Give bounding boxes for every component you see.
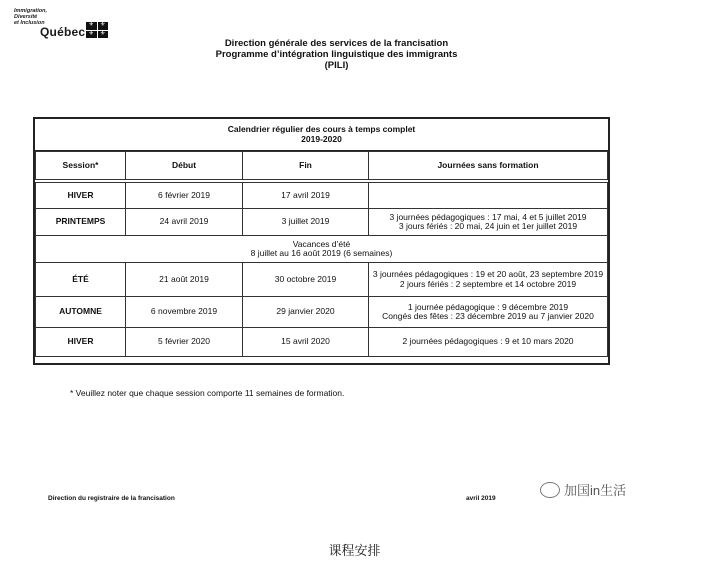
logo-line-2: Diversité [14, 14, 38, 20]
journees-cell: 2 journées pédagogiques : 9 et 10 mars 2020 [369, 328, 608, 357]
image-caption: 课程安排 [328, 543, 381, 558]
col-header-debut: Début [126, 152, 243, 180]
session-cell: PRINTEMPS [36, 209, 126, 236]
header-line-3: (PILI) [324, 60, 349, 71]
logo-line-3: et Inclusion [14, 20, 45, 26]
col-header-session: Session* [36, 152, 126, 180]
debut-cell: 5 février 2020 [126, 328, 243, 357]
table-title-line-2: 2019-2020 [301, 134, 342, 144]
table-row [36, 263, 608, 297]
watermark [540, 480, 626, 499]
table-title-line-1: Calendrier régulier des cours à temps complet [227, 124, 416, 134]
vacances-cell [36, 236, 608, 263]
fin-cell: 15 avril 2020 [243, 328, 369, 357]
wechat-icon [540, 482, 560, 498]
header-line-1: Direction générale des services de la francisation [224, 38, 449, 49]
calendar-table-box [33, 117, 610, 365]
vacances-row [36, 236, 608, 263]
fin-cell: 29 janvier 2020 [243, 297, 369, 328]
debut-cell: 24 avril 2019 [126, 209, 243, 236]
footnote: * Veuillez noter que chaque session comporte 11 semaines de formation. [70, 388, 345, 398]
vacances-title: Vacances d’été [292, 238, 351, 249]
footer-office: Direction du registraire de la francisation [48, 495, 175, 502]
header-line-2: Programme d’intégration linguistique des immigrants [215, 49, 458, 60]
vacances-dates: 8 juillet au 16 août 2019 (6 semaines) [250, 248, 393, 258]
fin-cell: 17 avril 2019 [243, 183, 369, 209]
col-header-fin: Fin [243, 152, 369, 180]
debut-cell: 6 février 2019 [126, 183, 243, 209]
session-cell: ÉTÉ [36, 263, 126, 297]
fin-cell: 30 octobre 2019 [243, 263, 369, 297]
journees-cell: 3 journées pédagogiques : 17 mai, 4 et 5 juillet 2019 3 jours fériés : 20 mai, 24 juin et 1er juillet 2019 [369, 209, 608, 236]
table-row [36, 328, 608, 357]
fin-cell: 3 juillet 2019 [243, 209, 369, 236]
debut-cell: 21 août 2019 [126, 263, 243, 297]
journees-cell: 1 journée pédagogique : 9 décembre 2019 Congés des fêtes : 23 décembre 2019 au 7 janvier 2020 [369, 297, 608, 328]
table-row [36, 297, 608, 328]
footer-date: avril 2019 [466, 495, 496, 502]
logo-line-1: Immigration, [14, 8, 48, 14]
watermark-text: 加国in生活 [564, 483, 627, 498]
journees-cell: 3 journées pédagogiques : 19 et 20 août, 23 septembre 2019 2 jours fériés : 2 septembre et 14 octobre 2019 [369, 263, 608, 297]
col-header-journees: Journées sans formation [369, 152, 608, 180]
table-header-row [36, 152, 608, 180]
table-row [36, 183, 608, 209]
session-cell: HIVER [36, 183, 126, 209]
debut-cell: 6 novembre 2019 [126, 297, 243, 328]
session-cell: HIVER [36, 328, 126, 357]
logo-ministry-text [14, 8, 47, 26]
table-title [35, 120, 608, 151]
quebec-flag-icon: ⚜ ⚜ ⚜ ⚜ [86, 22, 108, 38]
table-row [36, 209, 608, 236]
session-cell: AUTOMNE [36, 297, 126, 328]
journees-cell [369, 183, 608, 209]
quebec-logo-word: Québec [40, 25, 86, 39]
document-header [0, 38, 709, 71]
calendar-table [35, 151, 608, 357]
